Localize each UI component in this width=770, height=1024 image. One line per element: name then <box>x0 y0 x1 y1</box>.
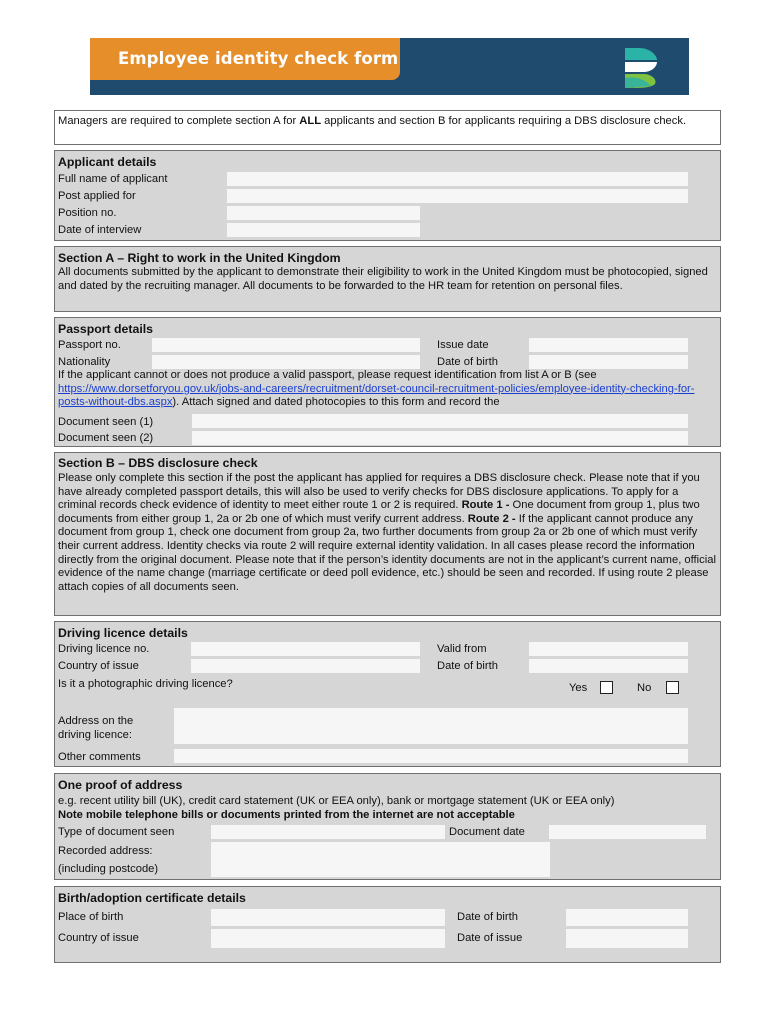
other-comments-field[interactable] <box>174 749 688 763</box>
birth-dob-label: Date of birth <box>457 911 518 923</box>
policy-link[interactable]: https://www.dorsetforyou.gov.uk/jobs-and-careers/recruitment/dorset-council-recruitment-policies/employee-identity-checking-for-posts-without-dbs.aspx <box>58 382 695 409</box>
doc-type-field[interactable] <box>211 825 445 839</box>
valid-from-label: Valid from <box>437 643 487 655</box>
recorded-address-field[interactable] <box>211 842 550 877</box>
issue-date-label: Issue date <box>437 339 489 351</box>
licence-address-label-2: driving licence: <box>58 729 132 741</box>
passport-dob-label: Date of birth <box>437 356 498 368</box>
licence-address-label-1: Address on the <box>58 715 134 727</box>
section-a-box <box>54 246 721 312</box>
full-name-label: Full name of applicant <box>58 173 168 185</box>
no-checkbox[interactable] <box>666 681 679 694</box>
licence-no-label: Driving licence no. <box>58 643 150 655</box>
doc-type-label: Type of document seen <box>58 826 175 838</box>
licence-country-field[interactable] <box>191 659 420 673</box>
issue-date-field[interactable] <box>529 338 688 352</box>
applicant-details-box <box>54 150 721 241</box>
yes-checkbox[interactable] <box>600 681 613 694</box>
doc-date-field[interactable] <box>549 825 706 839</box>
section-a-text: All documents submitted by the applicant to demonstrate their eligibility to work in the United Kingdom must be photocopied, signed and dated by the recruiting manager. All documents to be forwarded to the HR team for retention on personal files. <box>58 266 708 292</box>
proof-heading: One proof of address <box>58 778 183 792</box>
birth-issue-field[interactable] <box>566 929 688 948</box>
birth-heading: Birth/adoption certificate details <box>58 891 246 905</box>
licence-country-label: Country of issue <box>58 660 139 672</box>
section-b-heading: Section B – DBS disclosure check <box>58 456 258 470</box>
recorded-address-label-1: Recorded address: <box>58 845 153 857</box>
interview-label: Date of interview <box>58 224 142 236</box>
proof-of-address-box <box>54 773 721 880</box>
form-title: Employee identity check form <box>90 38 400 80</box>
form-header <box>90 38 689 95</box>
licence-address-field[interactable] <box>174 708 688 744</box>
interview-field[interactable] <box>227 223 420 237</box>
position-label: Position no. <box>58 207 117 219</box>
doc-seen-1-label: Document seen (1) <box>58 416 154 428</box>
valid-from-field[interactable] <box>529 642 688 656</box>
full-name-field[interactable] <box>227 172 688 186</box>
passport-note: If the applicant cannot or does not produce a valid passport, please request identification from list A or B (see https://www.dorsetforyou.gov.uk/jobs-and-careers/recruitment/dorset-council-recruitment-policies/employee-identity-checking-for-posts-without-dbs.aspx). Attach signed and dated photocopies to this form and record the <box>58 369 695 409</box>
intro-text: Managers are required to complete section A for ALL applicants and section B for applicants requiring a DBS disclosure check. <box>58 115 687 127</box>
proof-examples: e.g. recent utility bill (UK), credit card statement (UK or EEA only), bank or mortgage statement (UK or EEA only) <box>58 795 615 807</box>
driving-licence-box <box>54 621 721 767</box>
yes-label: Yes <box>569 682 588 694</box>
dorset-council-logo-icon <box>621 46 661 90</box>
passport-dob-field[interactable] <box>529 355 688 369</box>
place-of-birth-label: Place of birth <box>58 911 124 923</box>
proof-note: Note mobile telephone bills or documents printed from the internet are not acceptable <box>58 809 515 821</box>
post-label: Post applied for <box>58 190 136 202</box>
other-comments-label: Other comments <box>58 751 141 763</box>
photo-licence-question: Is it a photographic driving licence? <box>58 678 233 690</box>
doc-seen-2-field[interactable] <box>192 431 688 445</box>
place-of-birth-field[interactable] <box>211 909 445 926</box>
birth-issue-label: Date of issue <box>457 932 523 944</box>
passport-box <box>54 317 721 447</box>
birth-dob-field[interactable] <box>566 909 688 926</box>
doc-seen-1-field[interactable] <box>192 414 688 428</box>
passport-heading: Passport details <box>58 322 153 336</box>
birth-country-field[interactable] <box>211 929 445 948</box>
nationality-label: Nationality <box>58 356 111 368</box>
doc-date-label: Document date <box>449 826 525 838</box>
no-label: No <box>637 682 652 694</box>
licence-no-field[interactable] <box>191 642 420 656</box>
licence-dob-field[interactable] <box>529 659 688 673</box>
doc-seen-2-label: Document seen (2) <box>58 432 154 444</box>
section-b-text: Please only complete this section if the post the applicant has applied for requires a DBS disclosure check. Please note that if you have already completed passport details, this will also be used to verify checks for DBS disclosure applications. To apply for a criminal records check evidence of identity to meet either route 1 or 2 is required. Route 1 - One document from group 1, plus two documents from either group 1, 2a or 2b one of which must verify current address. Route 2 - If the applicant cannot produce any document from group 1, check one document from group 2a, two further documents from group 2a or 2b one of which must verify their current address. Identity checks via route 2 will require external identity validation. In all cases please record the information directly from the original document. Please note that if the person’s identity documents are not in the applicant’s current name, official evidence of the name change (marriage certificate or deed poll evidence, etc.) should be seen and recorded. If using route 2 please attach copies of all documents seen. <box>58 472 716 593</box>
driving-heading: Driving licence details <box>58 626 188 640</box>
section-b-box <box>54 452 721 616</box>
birth-certificate-box <box>54 886 721 963</box>
passport-no-field[interactable] <box>152 338 420 352</box>
licence-dob-label: Date of birth <box>437 660 498 672</box>
intro-box <box>54 110 721 145</box>
position-field[interactable] <box>227 206 420 220</box>
recorded-address-label-2: (including postcode) <box>58 863 159 875</box>
nationality-field[interactable] <box>152 355 420 369</box>
birth-country-label: Country of issue <box>58 932 139 944</box>
applicant-heading: Applicant details <box>58 155 157 169</box>
section-a-heading: Section A – Right to work in the United Kingdom <box>58 251 341 265</box>
post-field[interactable] <box>227 189 688 203</box>
passport-no-label: Passport no. <box>58 339 121 351</box>
